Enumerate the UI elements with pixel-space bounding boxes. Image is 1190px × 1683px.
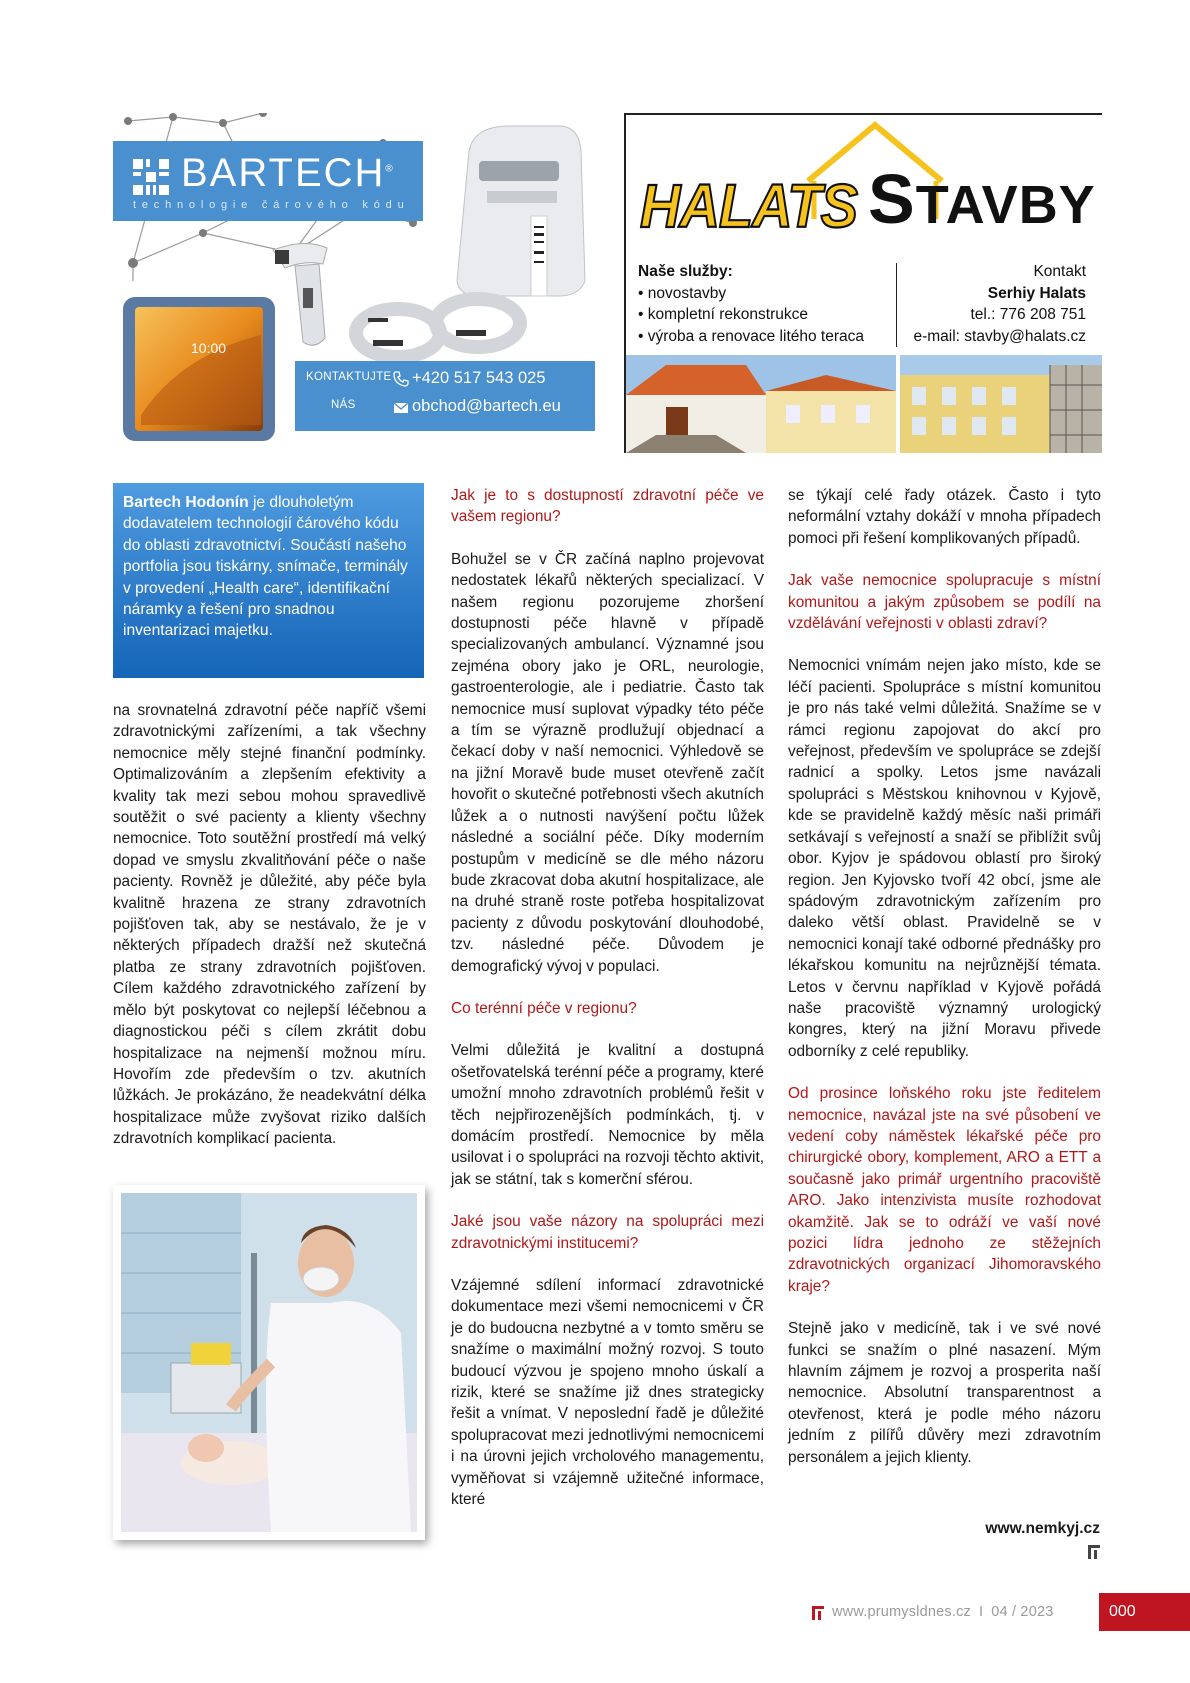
infobox-lead: Bartech Hodonín bbox=[123, 494, 249, 511]
qr-code-icon bbox=[133, 159, 169, 195]
bartech-contact-box bbox=[295, 361, 595, 431]
tablet-clock: 10:00 bbox=[191, 340, 227, 356]
halats-brand-word: HALATS bbox=[640, 170, 857, 241]
bartech-advertisement bbox=[113, 113, 595, 453]
interview-answer: se týkají celé řady otázek. Často i tyto neformální vztahy dokáží v mnoha případech pomoci při řešení komplikovaných případů. bbox=[788, 487, 1101, 547]
interview-answer: Velmi důležitá je kvalitní a dostupná ošetřovatelská terénní péče a programy, které umožní mnoho zdravotních problémů řešit v těch nejpřirozenějších podmínkách, tj. v domácím prostředí. Nemocnice by měla usilovat i o spolupráci na rozvoji těchto aktivit, jak se státní, tak s komerční sférou. bbox=[451, 1042, 764, 1188]
service-item: • novostavby bbox=[638, 284, 727, 302]
infobox-text: je dlouholetým dodavatelem technologií čárového kódu do oblasti zdravotnictví. Součástí našeho portfolia jsou tiskárny, snímače, terminály v provedení „Health care“, identifikační náramky a řešení pro snadnou inventarizaci majetku. bbox=[123, 494, 408, 640]
interview-answer: Vzájemné sdílení informací zdravotnické dokumentace mezi všemi nemocnicemi v ČR je do budoucna nezbytné a v tomto směru se snažíme o maximální možný rozvoj. S touto budoucí výzvou je spojeno mnoho úskalí a rizik, které se snažíme již dnes strategicky řešit a vnímat. V neposlední řadě je důležité spolupracovat mezi jednotlivými nemocnicemi i na úrovni jejich vrcholového managementu, vyměňovat si vzájemně užitečné informace, které bbox=[451, 1277, 764, 1509]
paragraph: na srovnatelná zdravotní péče napříč všemi zdravotnickými zařízeními, a tak všechny nemocnice měly stejné finanční podmínky. Optimalizováním a zlepšením efektivity a kvality tak mezi sebou mohou spravedlivě soutěžit o své pacienty a klienty všechny nemocnice. Toto soutěžní prostředí má velký dopad ve smyslu zkvalitňování péče o naše pacienty. Rovněž je důležité, aby péče byla kvalitně hrazena ze strany zdravotních pojišťoven tak, aby se nestávalo, že je v některých případech dražší než skutečná platba ze strany zdravotních pojišťoven. Cílem každého zdravotnického zařízení by mělo být poskytovat co nejlepší léčebnou a diagnostickou péči s cílem zkrátit dobu hospitalizace na nejmenší možnou míru. Hovořím zde především o tzv. akutních lůžkách. Je prokázáno, že neadekvátní délka hospitalizace může zvyšovat riziko dalších zdravotních komplikací pacienta. bbox=[113, 702, 426, 1148]
contact-phone[interactable]: tel.: 776 208 751 bbox=[970, 306, 1086, 323]
building-scaffolding-photo bbox=[900, 355, 1102, 453]
contact-name: Serhiy Halats bbox=[987, 284, 1086, 302]
footer-publication-info bbox=[832, 1604, 1054, 1620]
contact-title: Kontakt bbox=[1033, 263, 1086, 280]
nurse-with-newborn-photo bbox=[113, 1185, 425, 1540]
service-item: • kompletní rekonstrukce bbox=[638, 306, 808, 323]
halats-contact-block bbox=[913, 261, 1086, 347]
service-item: • výroba a renovace litého teraca bbox=[638, 327, 864, 345]
article-column-2 bbox=[451, 485, 764, 1510]
interview-answer: Bohužel se v ČR začíná naplno projevovat nedostatek lékařů některých specializací. V našem regionu pozorujeme zhoršení dostupnosti péče hlavně v případě specializovaných ambulancí. Významné jsou zejména obory jako je ORL, neurologie, gastroenterologie, ale i pediatrie. Často tak nemocnice musí suplovat výpadky této péče a tím se výrazně prodlužují objednací a čekací doby v naší nemocnici. Výhledově se na jižní Moravě bude muset otevřeně začít hovořit o skutečné potřebnosti všech akutních lůžek a o nutnosti navýšení počtu lůžek následné a sociální péče. Díky moderním postupům v medicíně se dle mého názoru bude zkracovat doba akutní hospitalizace, ale na druhé straně roste potřeba hospitalizovat pacienty z důvodu poskytování dlouhodobé, tzv. následné péče. Důvodem je demografický vývoj v populaci. bbox=[451, 550, 764, 975]
bartech-brand-name: BARTECH® bbox=[181, 151, 395, 195]
article-end-mark-icon bbox=[1088, 1545, 1100, 1559]
interview-question: Jak vaše nemocnice spolupracuje s místní komunitou a jakým způsobem se podílí na vzdělávání veřejnosti v oblasti zdraví? bbox=[788, 572, 1101, 633]
halats-divider bbox=[896, 263, 897, 347]
footer-issue: 04 / 2023 bbox=[991, 1604, 1054, 1620]
page-number: 000 bbox=[1099, 1593, 1190, 1631]
interview-question: Co terénní péče v regionu? bbox=[451, 999, 637, 1017]
label-printer-image bbox=[449, 121, 589, 299]
bartech-logo-box bbox=[113, 141, 423, 221]
bartech-tagline: technologie čárového kódu bbox=[133, 199, 410, 211]
interview-question: Od prosince loňského roku jste ředitelem nemocnice, navázal jste na své působení ve vedení coby náměstek lékařské péče pro chirurgické obory, komplement, ARO a ETT a současně jako primář urgentního pracoviště ARO. Jako intenzivista musíte rozhodovat okamžitě. Jak se to odráží ve vaší nové pozici lídra jednoho ze stěžejních zdravotnických organizací Jihomoravského kraje? bbox=[788, 1085, 1101, 1295]
contact-email[interactable]: e-mail: stavby@halats.cz bbox=[913, 327, 1086, 345]
footer-site[interactable]: www.prumysldnes.cz bbox=[832, 1604, 971, 1620]
stavby-brand-word: STAVBY bbox=[868, 160, 1096, 238]
contact-label: KONTAKTUJTE bbox=[306, 371, 392, 383]
interview-question: Jaké jsou vaše názory na spolupráci mezi zdravotnickými institucemi? bbox=[451, 1213, 764, 1252]
article-column-3 bbox=[788, 485, 1101, 1468]
contact-label-2: NÁS bbox=[331, 399, 356, 411]
interview-question: Jak je to s dostupností zdravotní péče ve vašem regionu? bbox=[451, 487, 764, 526]
bartech-phone[interactable]: +420 517 543 025 bbox=[412, 369, 546, 387]
bartech-email[interactable]: obchod@bartech.eu bbox=[412, 397, 561, 415]
ad-border-top bbox=[624, 113, 1102, 115]
hospital-website-link[interactable]: www.nemkyj.cz bbox=[985, 1520, 1100, 1537]
tablet-terminal-image bbox=[121, 295, 281, 445]
interview-answer: Stejně jako v medicíně, tak i ve své nové funkci se snažím o plné nasazení. Mým hlavním zájmem je rozvoj a prosperita naší nemocnice. Absolutní transparentnost a otevřenost, která je podle mého názoru jedním z pilířů důvěry mezi zdravotním personálem a jejich klienty. bbox=[788, 1320, 1101, 1466]
phone-icon bbox=[393, 371, 409, 387]
id-wristbands-image bbox=[338, 278, 528, 373]
renovated-house-photo bbox=[626, 355, 896, 453]
mail-icon bbox=[393, 400, 409, 416]
halats-services-list bbox=[638, 261, 864, 347]
article-column-1 bbox=[113, 700, 426, 1150]
interview-answer: Nemocnici vnímám nejen jako místo, kde se léčí pacienti. Spolupráce s místní komunitou je pro nás také velmi důležitá. Snažíme se v rámci regionu zapojovat do akcí pro veřejnost, především ve spolupráce se zdejší radnicí a spolky. Letos jsme navázali spolupráci s Městskou knihovnou v Kyjově, kde se pravidelně každý měsíc naši primáři setkávají s veřejností a snaží se přiblížit svůj obor. Kyjov je spádovou oblastí pro široký region. Jen Kyjovsko tvoří 42 obcí, jsme ale spádovým zdravotnickým zařízením pro daleko větší oblast. Pravidelně se v nemocnici konají také odborné přednášky pro lékařskou komunitu na nejrůznější témata. Letos v červnu například v Kyjově pořádá naše pracoviště významný urologický kongres, který na jižní Moravu přivede odborníky z celé republiky. bbox=[788, 657, 1101, 1060]
bartech-info-box bbox=[113, 483, 424, 678]
publisher-logo-icon bbox=[812, 1606, 824, 1620]
halats-stavby-advertisement bbox=[624, 113, 1102, 453]
footer-separator: I bbox=[978, 1604, 984, 1620]
services-title: Naše služby: bbox=[638, 263, 733, 280]
